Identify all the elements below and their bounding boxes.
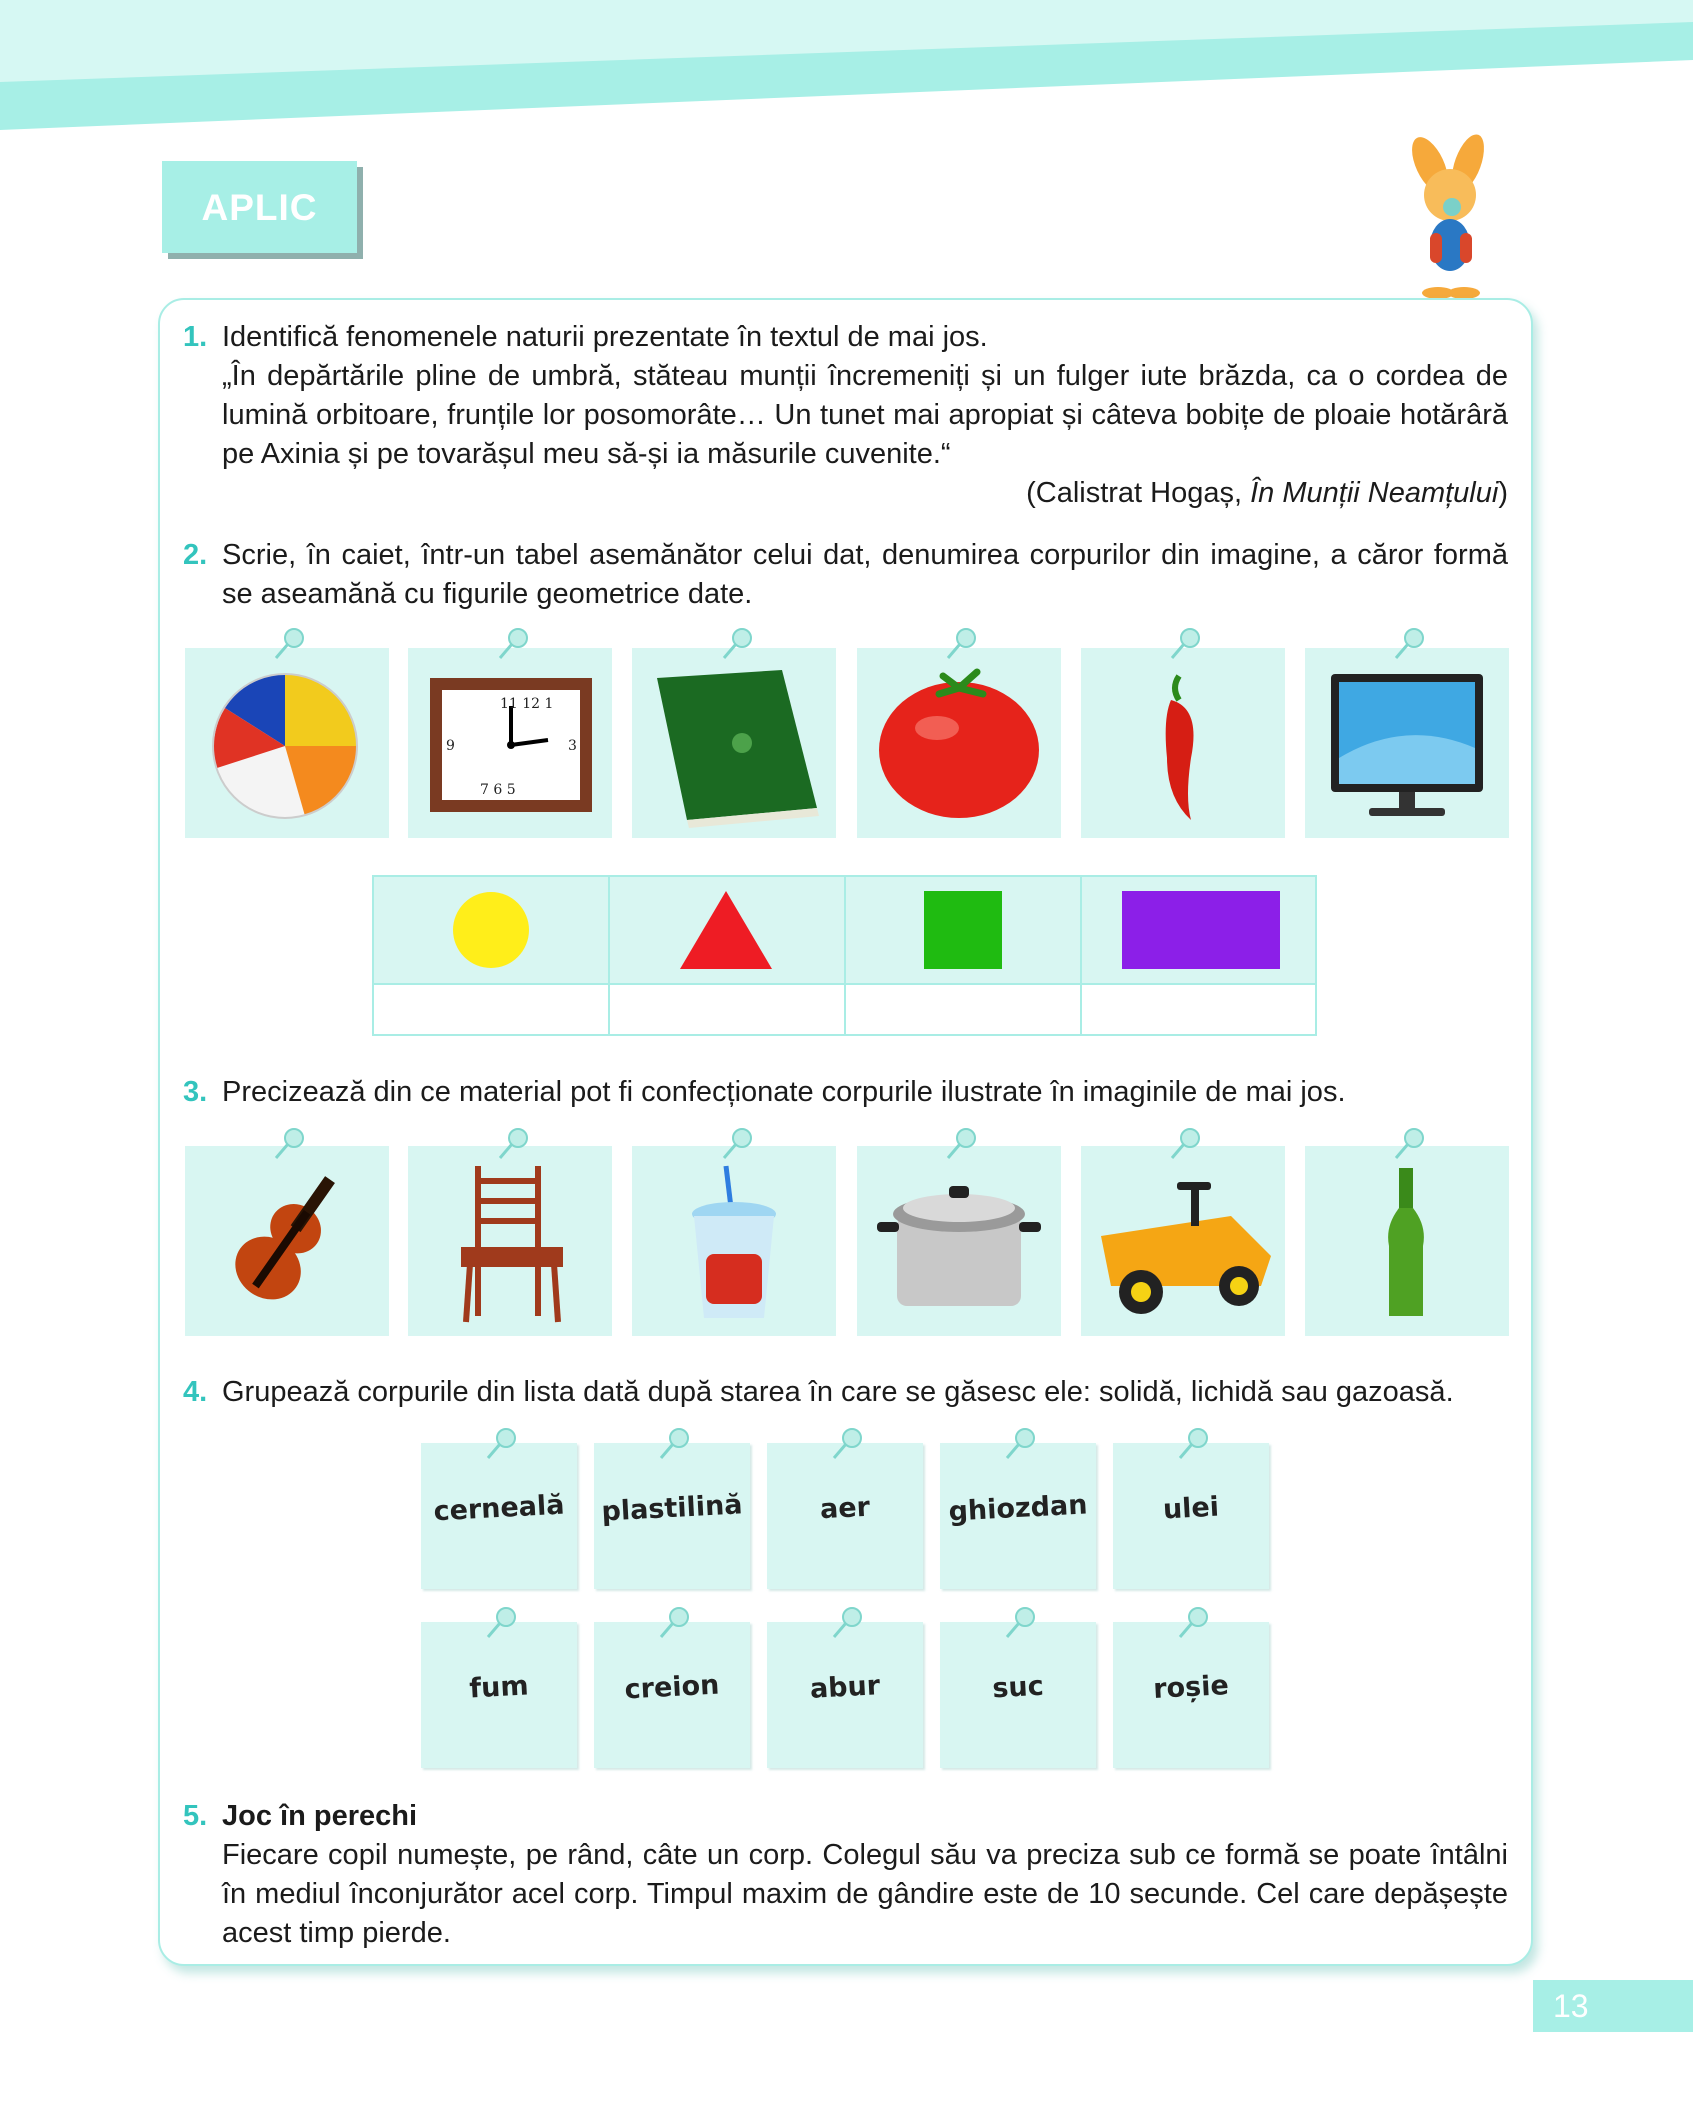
task-5 [183,1797,1508,1953]
task-number: 4. [183,1376,208,1408]
pushpin-icon [940,624,980,664]
pushpin-icon [716,624,756,664]
page-number: 13 [1553,1988,1589,2024]
task-2-text: Scrie, în caiet, într-un tabel asemănător celui dat, denumirea corpurilor din imagine, a căror formă se aseamănă cu figurile geometrice date. [222,539,1508,610]
photo-chili-pepper [1081,648,1285,838]
task-3 [183,1073,1508,1112]
section-badge [162,161,357,253]
pushpin-icon [268,1124,308,1164]
pushpin-icon [999,1603,1039,1643]
svg-text:3: 3 [568,738,577,754]
svg-text:9: 9 [446,738,455,754]
task-3-text: Precizează din ce material pot fi confecționate corpurile ilustrate în imaginile de mai jos. [222,1076,1346,1108]
pushpin-icon [653,1603,693,1643]
task-1-instruction: Identifică fenomenele naturii prezentate în textul de mai jos. [222,321,988,353]
page-number-tab [1533,1980,1693,2032]
pushpin-icon [1172,1603,1212,1643]
task-number: 2. [183,539,208,571]
task-4 [183,1373,1508,1412]
word-label: cerneală [432,1489,566,1528]
word-label: plastilină [600,1489,744,1528]
pushpin-icon [1164,1124,1204,1164]
word-label: aer [819,1491,871,1526]
photo-chair [408,1146,612,1336]
pushpin-icon [1172,1424,1212,1464]
word-note [767,1622,923,1768]
pushpin-icon [653,1424,693,1464]
attribution-end: ) [1498,477,1508,509]
task-1-quote: „În depărtările pline de umbră, stăteau munții încremeniți și un fulger iute brăzda, ca o cordea de lumină orbitoare, frunțile lor posomorâte… Un tunet mai apropiat și câteva bobițe de ploaie hotărâră pe Axinia și pe tovarășul meu să-și ia măsurile cuvenite.“ [222,360,1508,470]
circle-shape [453,892,529,968]
attribution-work: În Munții Neamțului [1250,477,1499,509]
shapes-drawing [374,877,1319,983]
photo-plastic-cup [632,1146,836,1336]
word-label: creion [623,1669,721,1706]
word-note [1113,1443,1269,1589]
photo-wall-clock [408,648,612,838]
word-label: ulei [1162,1491,1220,1526]
photo-monitor [1305,648,1509,838]
pushpin-icon [999,1424,1039,1464]
task-number: 1. [183,321,208,353]
word-label: ghiozdan [947,1489,1089,1528]
square-shape [924,891,1002,969]
pushpin-icon [1164,624,1204,664]
word-note [421,1443,577,1589]
photo-tomato [857,648,1061,838]
pushpin-icon [480,1424,520,1464]
word-label: roșie [1152,1670,1230,1705]
task-4-text: Grupează corpurile din lista dată după starea în care se găsesc ele: solidă, lichidă sau gazoasă. [222,1376,1454,1408]
task-1-attribution [222,474,1508,513]
photo-toy-car [1081,1146,1285,1336]
word-label: suc [991,1670,1045,1705]
photo-violin [185,1146,389,1336]
pushpin-icon [1388,624,1428,664]
mascot-illustration [1390,125,1510,305]
task-number: 5. [183,1800,208,1832]
task-5-title: Joc în perechi [222,1800,418,1832]
svg-text:7 6 5: 7 6 5 [480,782,516,798]
pushpin-icon [826,1424,866,1464]
word-label: abur [809,1670,881,1705]
triangle-shape [680,891,772,969]
word-note [940,1443,1096,1589]
photo-glass-bottle [1305,1146,1509,1336]
pushpin-icon [1388,1124,1428,1164]
task-2 [183,536,1508,614]
task-5-text: Fiecare copil numește, pe rând, câte un corp. Colegul său va preciza sub ce formă se poate întâlni în mediul înconjurător acel corp. Timpul maxim de gândire este de 10 secunde. Cel care depășește acest timp pierde. [222,1839,1508,1949]
word-label: fum [468,1670,530,1705]
pushpin-icon [268,624,308,664]
word-note [594,1622,750,1768]
photo-beach-ball [185,648,389,838]
task-number: 3. [183,1076,208,1108]
pushpin-icon [480,1603,520,1643]
pushpin-icon [826,1603,866,1643]
section-badge-label: APLIC [201,187,318,228]
word-note [594,1443,750,1589]
rectangle-shape [1122,891,1280,969]
task-1 [183,318,1508,513]
word-note [1113,1622,1269,1768]
svg-text:11 12 1: 11 12 1 [500,696,554,712]
photo-book [632,648,836,838]
shapes-table [372,875,1317,1036]
pushpin-icon [492,624,532,664]
word-note [940,1622,1096,1768]
word-note [767,1443,923,1589]
attribution-author: (Calistrat Hogaș, [1026,477,1251,509]
photo-cooking-pot [857,1146,1061,1336]
word-note [421,1622,577,1768]
pushpin-icon [492,1124,532,1164]
header-band [0,0,1693,140]
pushpin-icon [940,1124,980,1164]
pushpin-icon [716,1124,756,1164]
